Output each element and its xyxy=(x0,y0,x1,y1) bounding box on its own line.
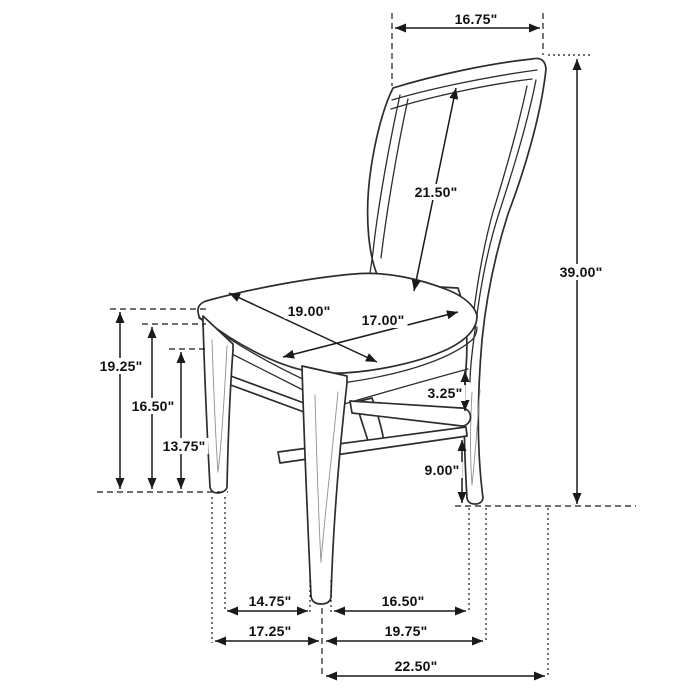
dim-label-backrest-diagonal: 21.50" xyxy=(412,184,461,200)
dim-label-floor-to-seat-top: 19.25" xyxy=(97,358,146,374)
dim-label-floor-to-seat-bottom: 16.50" xyxy=(129,398,178,414)
dim-label-overall-depth: 22.50" xyxy=(392,658,441,674)
dim-label-floor-to-apron: 13.75" xyxy=(160,438,209,454)
dim-label-front-leg-clearance: 14.75" xyxy=(246,593,295,609)
dim-label-rear-depth: 19.75" xyxy=(382,623,431,639)
dim-label-front-depth: 17.25" xyxy=(246,623,295,639)
chair-front-leg xyxy=(302,366,347,604)
side-stretcher-left xyxy=(228,375,304,412)
dim-label-seat-depth-diagonal: 19.00" xyxy=(285,303,334,319)
chair-drawing xyxy=(198,58,546,604)
chair-left-leg xyxy=(203,316,233,493)
dim-label-seat-width-diagonal: 17.00" xyxy=(359,312,408,328)
dim-label-apron-to-stretcher: 3.25" xyxy=(425,385,466,401)
dim-label-back-top-width: 16.75" xyxy=(452,11,501,27)
dim-label-overall-height: 39.00" xyxy=(557,264,606,280)
dim-label-stretcher-to-floor: 9.00" xyxy=(422,462,463,478)
dim-label-front-to-rear-leg-clearance: 16.50" xyxy=(379,593,428,609)
